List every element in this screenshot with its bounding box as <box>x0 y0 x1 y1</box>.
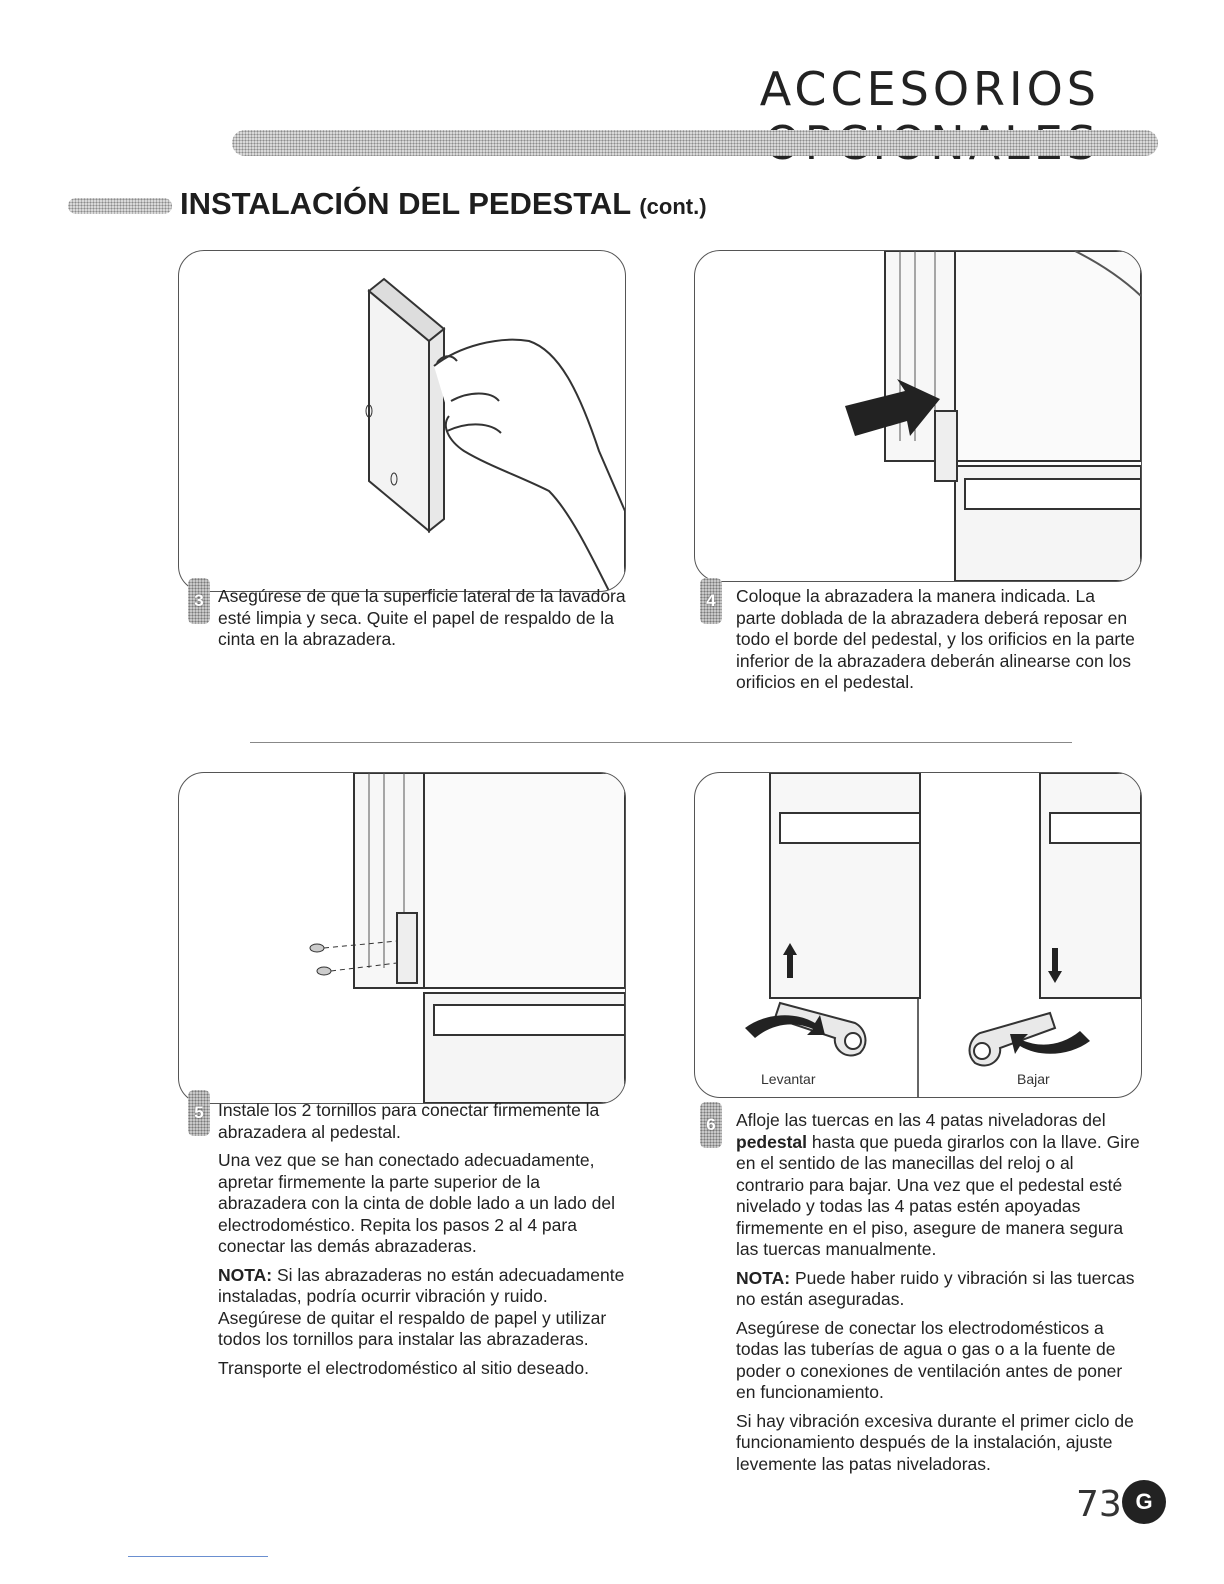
hand-bracket-illustration <box>179 251 625 591</box>
step-5-note <box>218 1265 628 1351</box>
caption-lower: Bajar <box>1017 1071 1050 1087</box>
step-6-text <box>736 1110 1146 1482</box>
rotate-arrow-icon <box>1010 1031 1090 1054</box>
step-6-paragraph-1 <box>736 1110 1146 1261</box>
page-header-title: ACCESORIOS <box>759 62 1100 116</box>
step-6-note-text: Puede haber ruido y vibración si las tuercas no están aseguradas. <box>736 1267 1135 1309</box>
illustration-step-5 <box>178 772 626 1104</box>
step-5-paragraph-4: Transporte el electrodoméstico al sitio deseado. <box>218 1357 589 1378</box>
step-6-badge: 6 <box>700 1102 722 1148</box>
step-5-text <box>218 1100 628 1386</box>
step-6-text-b: hasta que pueda girarlos con la llave. Gire en el sentido de las manecillas del reloj o al contrario para bajar. Una vez que el pedestal esté nivelado y todas las 4 patas estén apoyadas firmemente en el piso, asegure de manera segura las tuercas manualmente. <box>736 1131 1140 1259</box>
step-4-paragraph: Coloque la abrazadera la manera indicada. La parte doblada de la abrazadera deberá reposar en todo el borde del pedestal, y los orificios en la parte inferior de la abrazadera deberán alinearse con los orificios en el pedestal. <box>736 586 1135 692</box>
nota-label: NOTA: <box>218 1264 273 1285</box>
illustration-step-6 <box>694 772 1142 1098</box>
section-divider <box>250 742 1072 743</box>
leveling-feet-illustration <box>695 773 1141 1097</box>
section-title <box>180 186 707 222</box>
step-4-badge: 4 <box>700 578 722 624</box>
lg-logo-icon <box>1122 1480 1166 1524</box>
step-5-note-text: Si las abrazaderas no están adecuadamente instaladas, podría ocurrir vibración y ruido. Asegúrese de quitar el respaldo de papel y utilizar todos los tornillos para instalar las abrazaderas. <box>218 1264 625 1349</box>
step-3-badge: 3 <box>188 578 210 624</box>
step-6-note <box>736 1268 1146 1311</box>
header-decorative-bar <box>232 130 1158 156</box>
step-3-paragraph: Asegúrese de que la superficie lateral de la lavadora esté limpia y seca. Quite el papel de respaldo de la cinta en la abrazadera. <box>218 586 626 649</box>
step-5-badge: 5 <box>188 1090 210 1136</box>
step-3-text <box>218 586 628 658</box>
bracket-arrow-illustration <box>695 251 1141 581</box>
step-6-text-a: Afloje las tuercas en las 4 patas niveladoras del <box>736 1110 1106 1130</box>
step-4-text <box>736 586 1136 701</box>
step-6-paragraph-3: Asegúrese de conectar los electrodomésticos a todas las tuberías de agua o gas o a la fuente de poder o conexiones de ventilación antes de poner en funcionamiento. <box>736 1317 1123 1402</box>
illustration-step-3 <box>178 250 626 592</box>
footer-rule <box>128 1556 268 1557</box>
section-title-suffix: (cont.) <box>639 194 707 219</box>
step-6-text-bold: pedestal <box>736 1131 807 1152</box>
step-5-paragraph-1: Instale los 2 tornillos para conectar firmemente la abrazadera al pedestal. <box>218 1100 600 1142</box>
lg-logo-letter: G <box>1135 1489 1153 1514</box>
section-title-text: INSTALACIÓN DEL PEDESTAL <box>180 186 631 221</box>
section-decorative-bar <box>68 198 172 214</box>
caption-raise: Levantar <box>761 1071 816 1087</box>
step-5-paragraph-2: Una vez que se han conectado adecuadamente, apretar firmemente la parte superior de la abrazadera con la cinta de doble lado a un lado del electrodoméstico. Repita los pasos 2 al 4 para conectar las demás abrazaderas. <box>218 1150 615 1256</box>
illustration-step-4 <box>694 250 1142 582</box>
page-number: 73 <box>1076 1484 1122 1525</box>
step-6-paragraph-4: Si hay vibración excesiva durante el primer ciclo de funcionamiento después de la instalación, ajuste levemente las patas niveladoras. <box>736 1410 1134 1474</box>
screws-illustration <box>179 773 625 1103</box>
nota-label: NOTA: <box>736 1267 791 1288</box>
